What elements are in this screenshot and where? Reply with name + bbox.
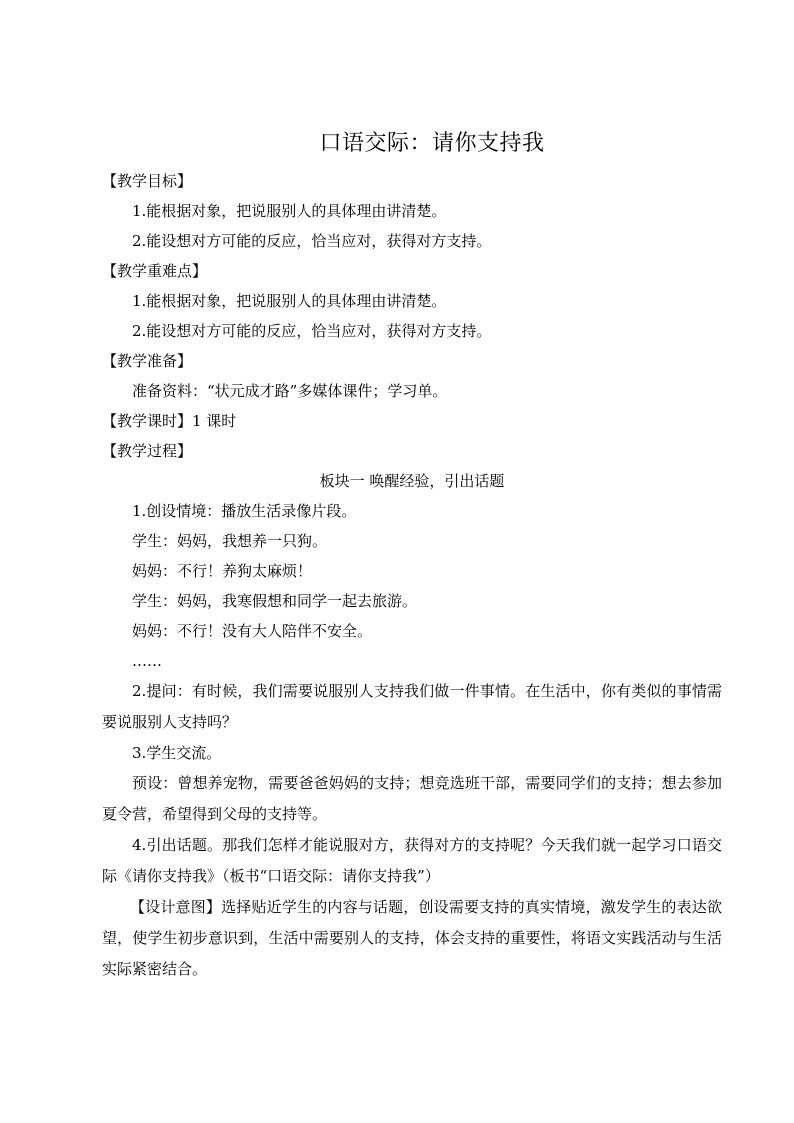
preset-answer: 预设：曾想养宠物，需要爸爸妈妈的支持；想竞选班干部，需要同学们的支持；想去参加夏令营，希望得到父母的支持等。 (102, 774, 722, 823)
block-one-title: 板块一 唤醒经验，引出话题 (319, 472, 505, 490)
objective-item: 1.能根据对象，把说服别人的具体理由讲清楚。 (132, 202, 447, 220)
objective-item: 2.能设想对方可能的反应，恰当应对，获得对方支持。 (132, 232, 492, 250)
step-four: 4.引出话题。那我们怎样才能说服对方，获得对方的支持呢？今天我们就一起学习口语交际《请你支持我》（板书“口语交际：请你支持我”） (102, 836, 722, 885)
step-three: 3.学生交流。 (132, 744, 222, 762)
preparation-heading: 【教学准备】 (102, 352, 193, 370)
preparation-text: 准备资料：“状元成才路”多媒体课件；学习单。 (132, 382, 448, 400)
periods-heading: 【教学课时】1 课时 (102, 412, 237, 430)
dialogue-line: 学生：妈妈，我寒假想和同学一起去旅游。 (132, 592, 418, 610)
key-point-item: 2.能设想对方可能的反应，恰当应对，获得对方支持。 (132, 322, 492, 340)
process-heading: 【教学过程】 (102, 442, 193, 460)
ellipsis: …… (132, 652, 162, 670)
dialogue-line: 妈妈：不行！没有大人陪伴不安全。 (132, 622, 373, 640)
objectives-heading: 【教学目标】 (102, 172, 193, 190)
dialogue-line: 妈妈：不行！养狗太麻烦！ (132, 562, 313, 580)
step-two: 2.提问：有时候，我们需要说服别人支持我们做一件事情。在生活中，你有类似的事情需要说服别人支持吗？ (102, 682, 722, 731)
lesson-content (102, 166, 722, 985)
step-one: 1.创设情境：播放生活录像片段。 (132, 502, 357, 520)
page-title: 口语交际：请你支持我 (319, 131, 545, 156)
dialogue-line: 学生：妈妈，我想养一只狗。 (132, 532, 328, 550)
key-point-item: 1.能根据对象，把说服别人的具体理由讲清楚。 (132, 292, 447, 310)
design-intent: 【设计意图】选择贴近学生的内容与话题，创设需要支持的真实情境，激发学生的表达欲望，使学生初步意识到，生活中需要别人的支持，体会支持的重要性，将语文实践活动与生活实际紧密结合。 (102, 898, 722, 978)
key-points-heading: 【教学重难点】 (102, 262, 208, 280)
